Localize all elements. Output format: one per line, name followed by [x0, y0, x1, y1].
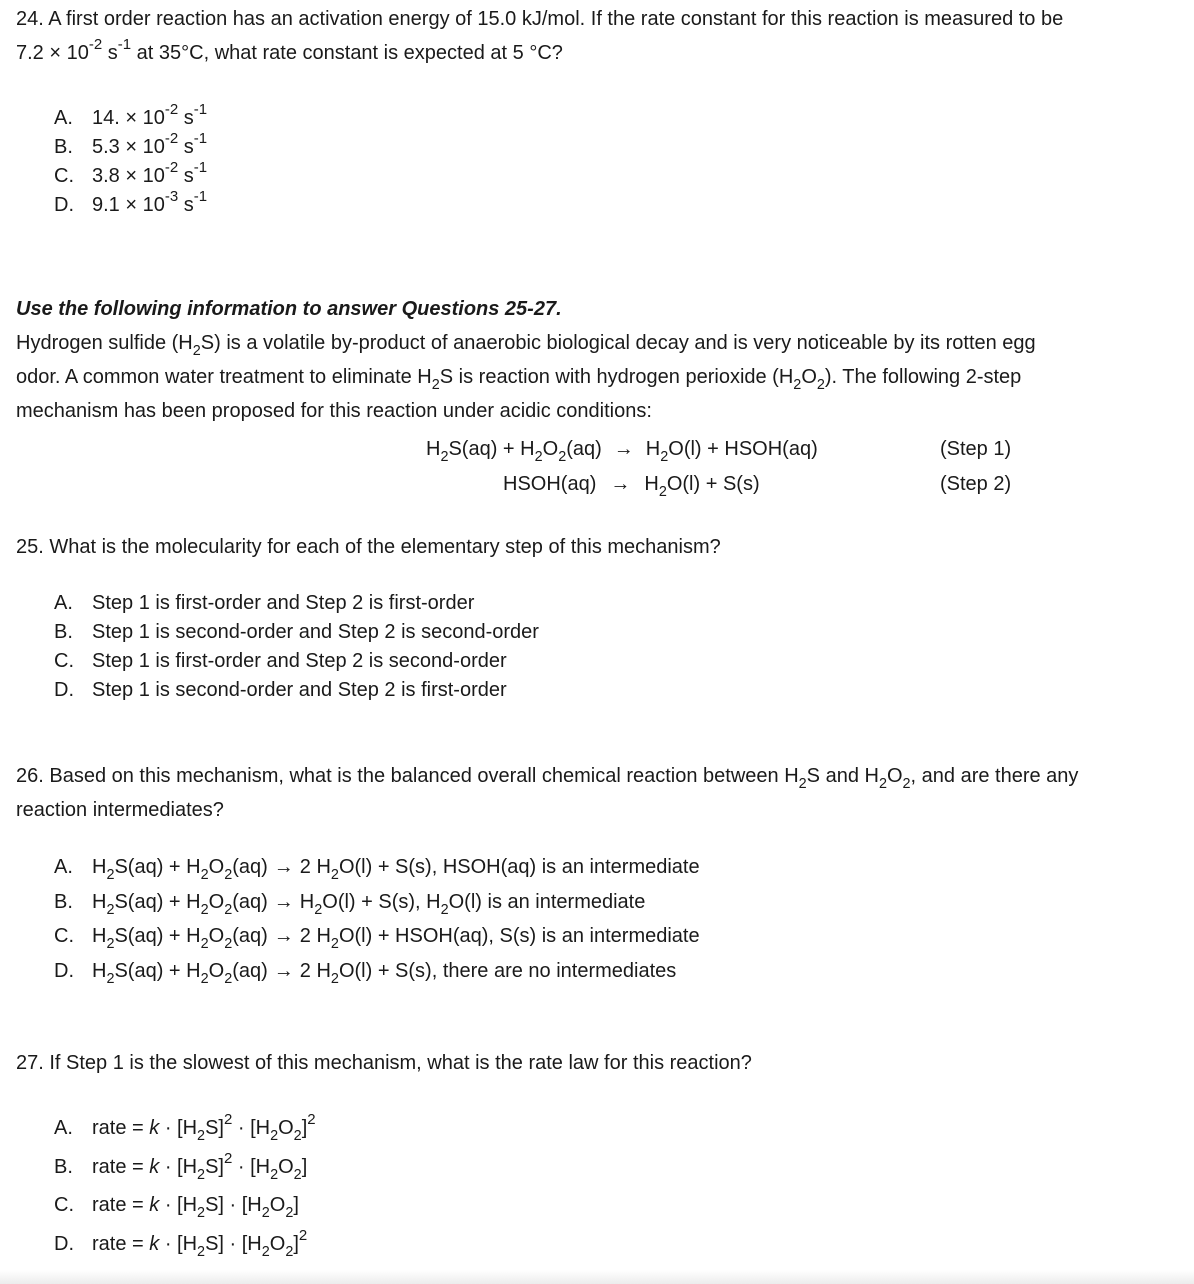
option-letter: B.: [54, 1156, 73, 1178]
question-text: 26. Based on this mechanism, what is the balanced overall chemical reaction between H: [16, 765, 799, 787]
formula-text: O: [208, 890, 225, 913]
option-unit: s: [178, 107, 194, 129]
question-26-option-c[interactable]: [54, 919, 700, 954]
formula-text: S]: [205, 1156, 224, 1178]
formula-text: S]: [205, 1233, 224, 1255]
option-unit: s: [178, 194, 194, 216]
formula-text: 2 H: [299, 925, 331, 947]
formula-text: O(l) + S(s): [666, 473, 760, 495]
formula-text: (aq): [232, 925, 268, 947]
subscript: 2: [431, 377, 440, 394]
formula-text: [H: [250, 1117, 271, 1139]
question-24-option-c[interactable]: [54, 159, 208, 191]
question-24-rate-exponent: -2: [88, 36, 103, 54]
subscript: 2: [200, 867, 209, 884]
subscript: 2: [330, 867, 339, 884]
dot-operator: ·: [159, 1117, 178, 1139]
rate-text: rate =: [92, 1117, 150, 1139]
question-26-option-b[interactable]: [54, 885, 700, 920]
question-26-option-a[interactable]: [54, 850, 700, 885]
question-25-stem: 25. What is the molecularity for each of the elementary step of this mechanism?: [16, 536, 721, 558]
subscript: 2: [660, 449, 669, 466]
subscript: 2: [293, 1128, 302, 1145]
info-text: S is reaction with hydrogen perioxide (H: [439, 366, 794, 388]
reaction-arrow: →: [610, 473, 631, 495]
question-26-options: [54, 850, 700, 988]
question-26-stem: [16, 759, 1176, 827]
formula-text: O(l) + HSOH(aq), S(s) is an intermediate: [338, 925, 700, 947]
option-mantissa: 3.8 × 10: [92, 165, 165, 187]
rate-constant: k: [149, 1156, 160, 1178]
reaction-arrow: →: [613, 438, 634, 460]
order-exponent: 2: [298, 1227, 308, 1245]
question-25-option-d[interactable]: [54, 676, 539, 705]
question-24-rate-mantissa: 7.2 × 10: [16, 42, 89, 64]
formula-text: 2 H: [299, 959, 331, 982]
option-letter: A.: [54, 1117, 73, 1139]
question-24-unit-exponent: -1: [117, 36, 132, 54]
formula-text: O: [542, 438, 559, 460]
question-24-stem: [16, 2, 1176, 70]
subscript: 2: [224, 867, 233, 884]
info-text: ). The following 2-step: [824, 366, 1022, 388]
option-unit: s: [178, 136, 194, 158]
info-text: Hydrogen sulfide (H: [16, 332, 193, 354]
subscript: 2: [314, 901, 323, 918]
info-heading: Use the following information to answer Questions 25-27.: [16, 298, 562, 320]
subscript: 2: [440, 901, 449, 918]
formula-text: 2 H: [299, 856, 331, 878]
subscript: 2: [285, 1244, 294, 1261]
formula-text: O: [208, 959, 225, 982]
option-letter: D.: [54, 1233, 74, 1255]
subscript: 2: [197, 1167, 206, 1184]
formula-text: (aq): [232, 856, 268, 878]
option-mantissa: 5.3 × 10: [92, 136, 165, 158]
question-text: S and H: [806, 765, 879, 787]
subscript: 2: [200, 936, 209, 953]
rate-constant: k: [149, 1117, 160, 1139]
question-24-option-a[interactable]: [54, 101, 208, 133]
step-2-label: (Step 2): [940, 473, 1012, 495]
formula-text: H: [645, 438, 661, 460]
question-25-option-a[interactable]: [54, 589, 539, 618]
option-letter: C.: [54, 650, 74, 672]
dot-operator: ·: [232, 1156, 251, 1178]
formula-text: H: [92, 890, 107, 913]
subscript: 2: [106, 970, 115, 987]
formula-text: O: [208, 925, 225, 947]
question-25-options: [54, 589, 539, 705]
question-25-option-b[interactable]: [54, 618, 539, 647]
option-exponent: -2: [164, 101, 179, 119]
dot-operator: ·: [232, 1117, 251, 1139]
subscript: 2: [658, 484, 667, 501]
formula-text: S(aq) + H: [114, 925, 201, 947]
option-text: Step 1 is second-order and Step 2 is second-order: [92, 621, 539, 643]
subscript: 2: [293, 1167, 302, 1184]
formula-text: [H: [177, 1117, 198, 1139]
subscript: 2: [793, 377, 802, 394]
option-letter: D.: [54, 959, 74, 982]
dot-operator: ·: [159, 1233, 178, 1255]
rate-text: rate =: [92, 1194, 150, 1216]
subscript: 2: [440, 449, 449, 466]
option-text: Step 1 is second-order and Step 2 is first-order: [92, 679, 507, 701]
formula-text: O: [278, 1156, 294, 1178]
order-exponent: 2: [307, 1111, 316, 1129]
subscript: 2: [261, 1244, 270, 1261]
formula-text: ]: [301, 1117, 308, 1139]
question-27-option-c[interactable]: [54, 1186, 316, 1224]
formula-text: [H: [241, 1194, 262, 1216]
option-letter: B.: [54, 621, 73, 643]
formula-text: S(aq) + H: [114, 856, 201, 878]
formula-text: (aq): [566, 438, 602, 460]
option-letter: D.: [54, 679, 74, 701]
subscript: 2: [270, 1167, 279, 1184]
question-27-option-a[interactable]: [54, 1108, 316, 1148]
formula-text: S(aq) + H: [114, 959, 201, 982]
formula-text: (aq): [232, 890, 268, 913]
question-24-text-line2: at 35°C, what rate constant is expected at 5 °C?: [131, 42, 563, 64]
option-unit-exponent: -1: [193, 188, 208, 206]
question-27-option-b[interactable]: [54, 1148, 316, 1186]
formula-text: (aq): [232, 959, 268, 982]
reaction-arrow: →: [273, 890, 294, 913]
question-25-option-c[interactable]: [54, 647, 539, 676]
option-unit-exponent: -1: [193, 159, 208, 177]
formula-text: O(l) + S(s), HSOH(aq) is an intermediate: [338, 856, 700, 878]
dot-operator: ·: [223, 1233, 242, 1255]
subscript: 2: [106, 936, 115, 953]
subscript: 2: [534, 449, 543, 466]
info-text: S) is a volatile by-product of anaerobic biological decay and is very noticeable by its rotten egg: [200, 332, 1036, 354]
subscript: 2: [330, 936, 339, 953]
option-text: Step 1 is first-order and Step 2 is first-order: [92, 592, 475, 614]
option-exponent: -2: [164, 159, 179, 177]
dot-operator: ·: [159, 1156, 178, 1178]
formula-text: H: [92, 925, 107, 947]
formula-text: O(l) + S(s), there are no intermediates: [338, 959, 677, 982]
subscript: 2: [224, 901, 233, 918]
formula-text: [H: [177, 1156, 198, 1178]
formula-text: S]: [205, 1194, 224, 1216]
formula-text: S(aq) + H: [448, 438, 535, 460]
question-24-options: [54, 101, 208, 220]
subscript: 2: [798, 776, 807, 793]
info-text: odor. A common water treatment to eliminate H: [16, 366, 432, 388]
subscript: 2: [261, 1205, 270, 1222]
option-letter: A.: [54, 592, 73, 614]
rate-constant: k: [149, 1194, 160, 1216]
option-letter: D.: [54, 194, 74, 216]
question-27-stem: 27. If Step 1 is the slowest of this mechanism, what is the rate law for this reaction?: [16, 1052, 752, 1074]
option-mantissa: 14. × 10: [92, 107, 165, 129]
page-bottom-shadow: [0, 1270, 1194, 1284]
option-letter: C.: [54, 165, 74, 187]
option-exponent: -3: [164, 188, 179, 206]
option-letter: B.: [54, 890, 73, 913]
question-24-option-d[interactable]: [54, 188, 208, 220]
info-text: mechanism has been proposed for this reaction under acidic conditions:: [16, 400, 652, 422]
formula-text: O(l) is an intermediate: [448, 890, 646, 913]
rate-constant: k: [149, 1233, 160, 1255]
question-26-option-d[interactable]: [54, 954, 700, 989]
option-letter: B.: [54, 136, 73, 158]
question-text: , and are there any: [910, 765, 1079, 787]
subscript: 2: [197, 1244, 206, 1261]
subscript: 2: [285, 1205, 294, 1222]
reaction-arrow: →: [273, 925, 294, 947]
option-exponent: -2: [164, 130, 179, 148]
subscript: 2: [330, 970, 339, 987]
option-unit: s: [178, 165, 194, 187]
option-unit-exponent: -1: [193, 101, 208, 119]
subscript: 2: [106, 901, 115, 918]
subscript: 2: [197, 1205, 206, 1222]
reaction-arrow: →: [273, 856, 294, 878]
subscript: 2: [106, 867, 115, 884]
order-exponent: 2: [223, 1111, 233, 1129]
formula-text: O(l) + HSOH(aq): [668, 438, 818, 460]
formula-text: ]: [293, 1194, 299, 1216]
rate-text: rate =: [92, 1156, 150, 1178]
formula-text: O: [278, 1117, 294, 1139]
option-unit-exponent: -1: [193, 130, 208, 148]
question-text: O: [886, 765, 903, 787]
formula-text: H: [299, 890, 315, 913]
subscript: 2: [224, 970, 233, 987]
mechanism-step-2: [503, 467, 760, 501]
order-exponent: 2: [223, 1150, 233, 1168]
formula-text: ]: [301, 1156, 308, 1178]
subscript: 2: [270, 1128, 279, 1145]
option-letter: C.: [54, 925, 74, 947]
option-mantissa: 9.1 × 10: [92, 194, 165, 216]
formula-text: S(aq) + H: [114, 890, 201, 913]
formula-text: O(l) + S(s), H: [322, 890, 441, 913]
question-text: reaction intermediates?: [16, 799, 224, 821]
subscript: 2: [197, 1128, 206, 1145]
rate-text: rate =: [92, 1233, 150, 1255]
option-letter: A.: [54, 107, 73, 129]
formula-text: ]: [293, 1233, 299, 1255]
formula-text: [H: [177, 1233, 198, 1255]
mechanism-step-1: [426, 432, 818, 466]
subscript: 2: [200, 970, 209, 987]
formula-text: H: [644, 473, 659, 495]
question-24-text-line1: 24. A first order reaction has an activation energy of 15.0 kJ/mol. If the rate constant for this reaction is measured to be: [16, 8, 1064, 30]
reaction-arrow: →: [273, 959, 294, 982]
formula-text: HSOH(aq): [503, 473, 597, 495]
question-27-option-d[interactable]: [54, 1224, 316, 1264]
subscript: 2: [192, 343, 201, 360]
formula-text: [H: [177, 1194, 198, 1216]
dot-operator: ·: [159, 1194, 178, 1216]
subscript: 2: [200, 901, 209, 918]
option-letter: C.: [54, 1194, 74, 1216]
question-27-options: [54, 1108, 316, 1264]
formula-text: O: [269, 1194, 286, 1216]
formula-text: S]: [205, 1117, 224, 1139]
subscript: 2: [224, 936, 233, 953]
question-24-option-b[interactable]: [54, 130, 208, 162]
formula-text: O: [269, 1233, 286, 1255]
subscript: 2: [902, 776, 911, 793]
info-text: O: [801, 366, 817, 388]
step-1-label: (Step 1): [940, 438, 1012, 460]
option-text: Step 1 is first-order and Step 2 is second-order: [92, 650, 507, 672]
formula-text: H: [426, 438, 441, 460]
option-letter: A.: [54, 856, 73, 878]
formula-text: [H: [241, 1233, 262, 1255]
formula-text: [H: [250, 1156, 271, 1178]
formula-text: O: [208, 856, 225, 878]
subscript: 2: [816, 377, 825, 394]
subscript: 2: [878, 776, 887, 793]
question-24-rate-unit: s: [102, 42, 118, 64]
formula-text: H: [92, 856, 107, 878]
formula-text: H: [92, 959, 107, 982]
subscript: 2: [558, 449, 567, 466]
info-passage: [16, 292, 1176, 428]
dot-operator: ·: [223, 1194, 242, 1216]
